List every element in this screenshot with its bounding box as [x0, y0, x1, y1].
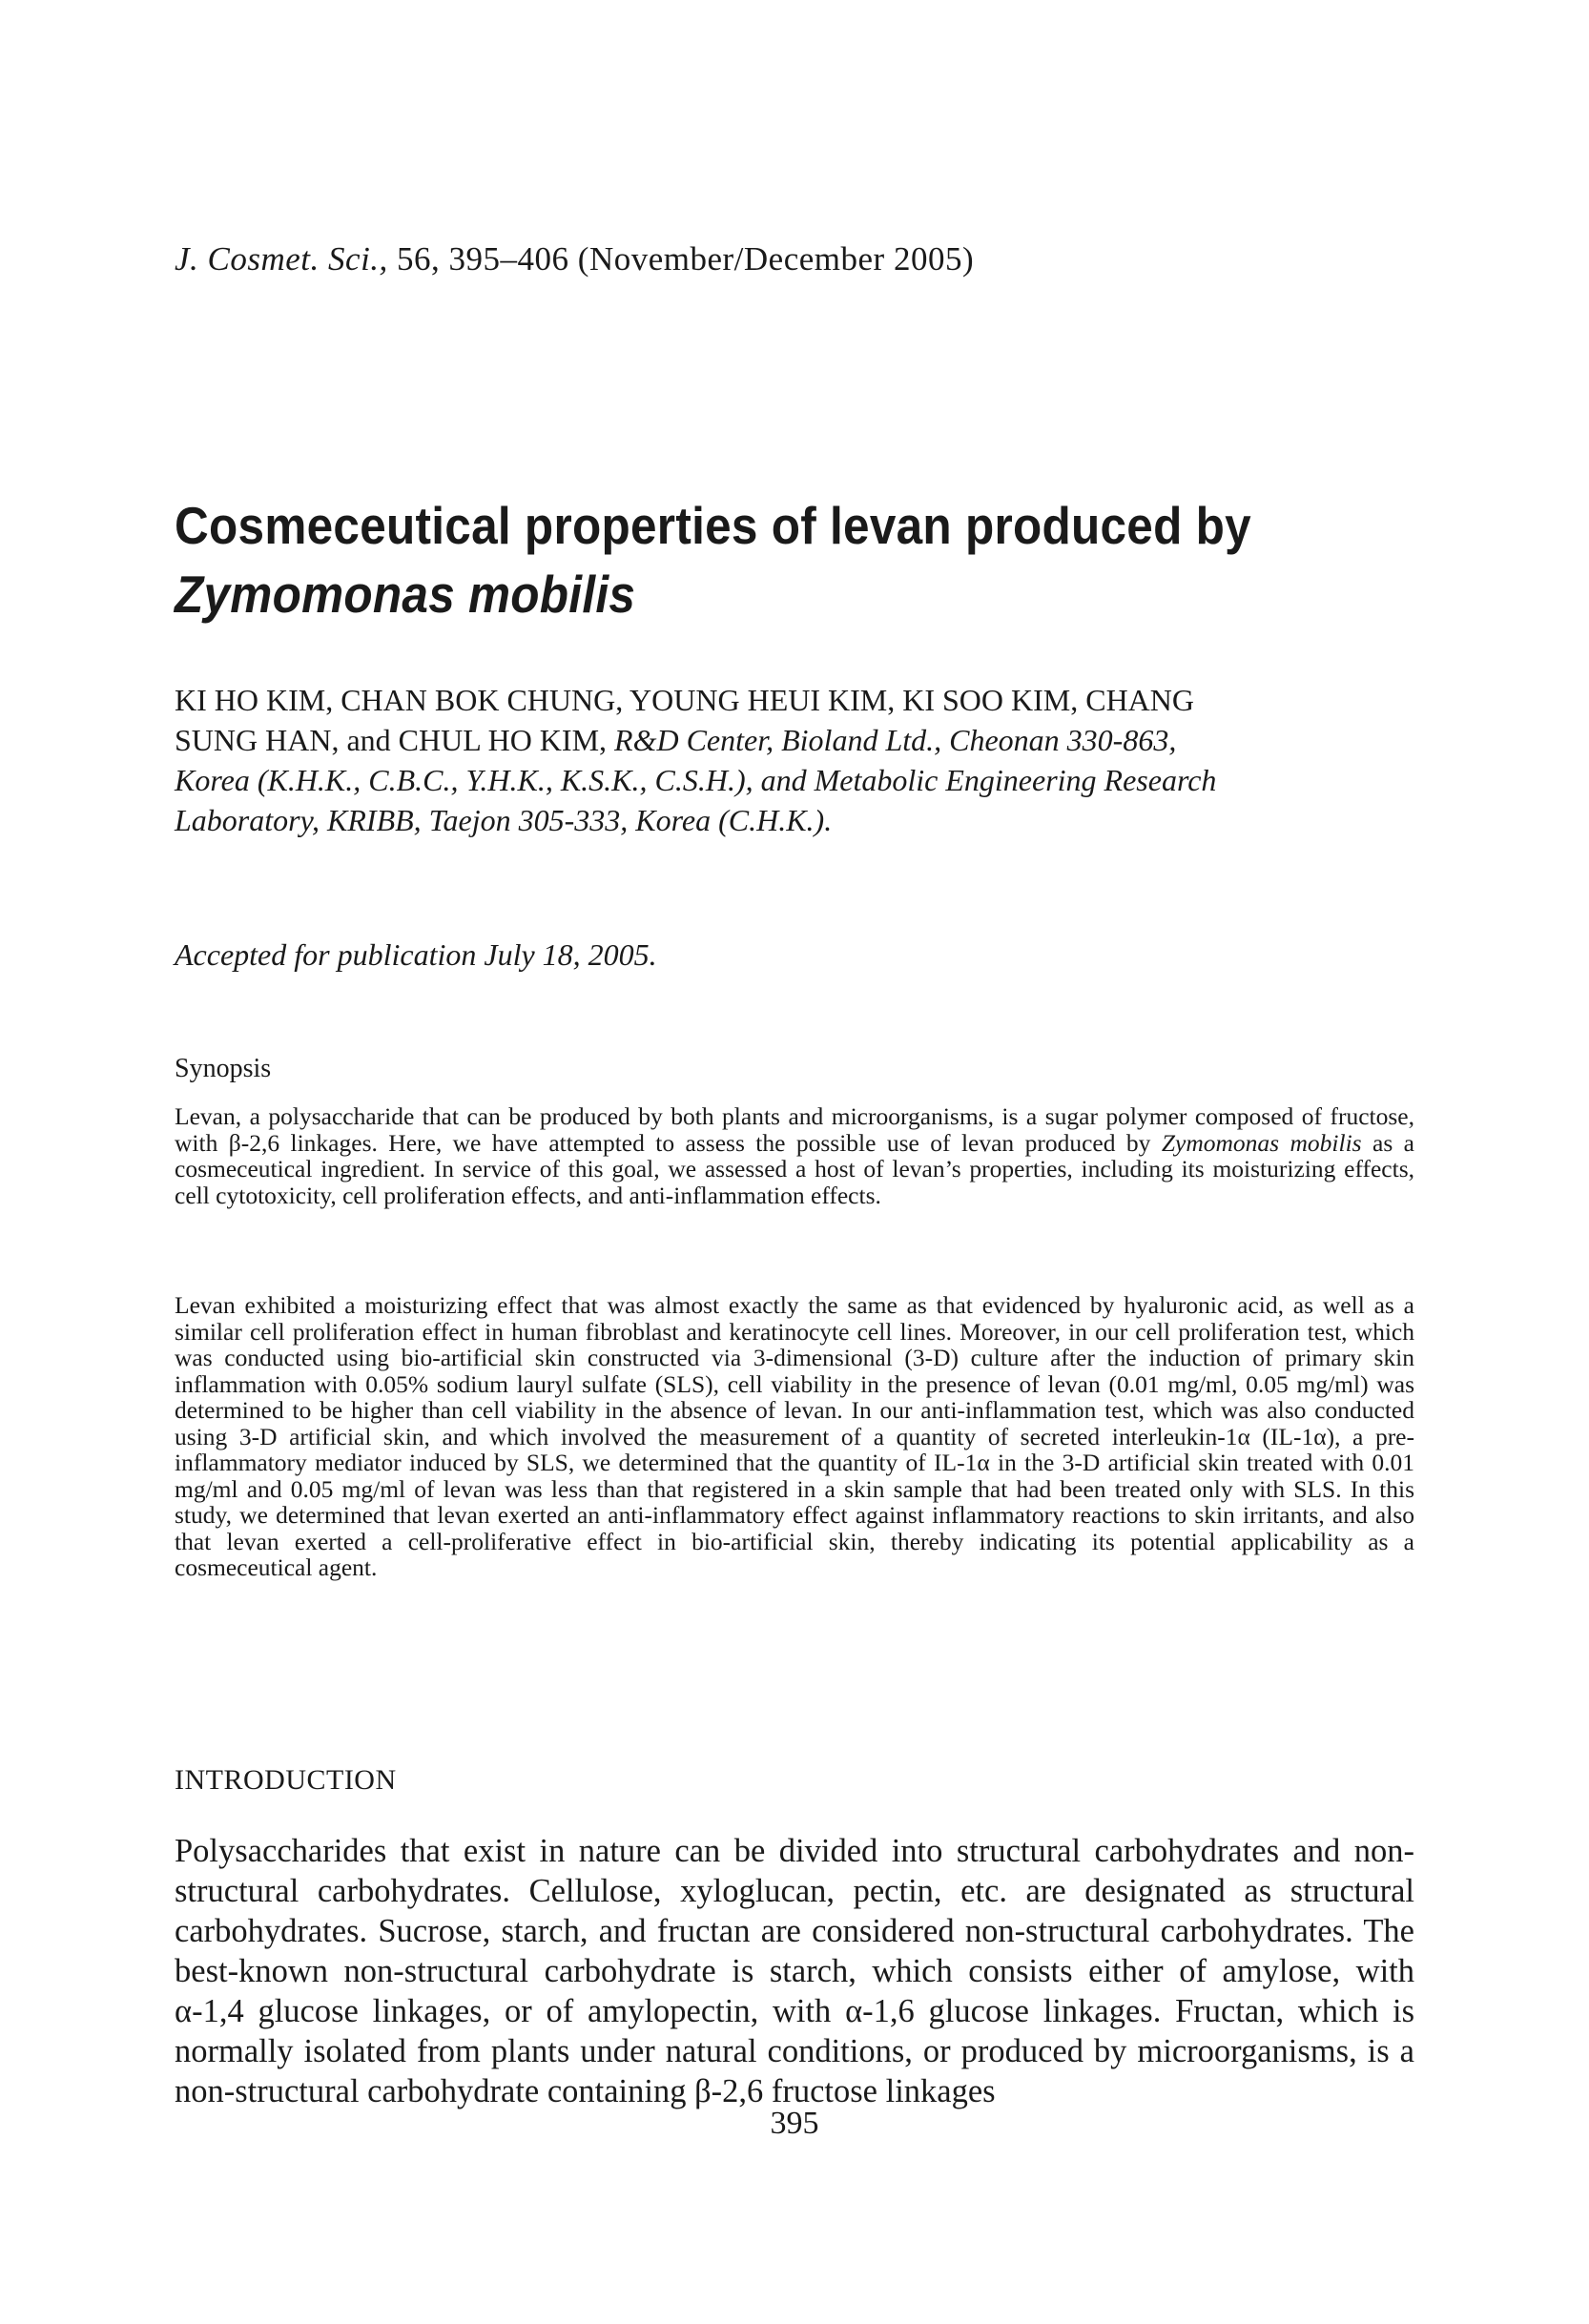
title-line-2: Zymomonas mobilis	[175, 565, 636, 624]
accepted-date: Accepted for publication July 18, 2005.	[175, 937, 657, 972]
running-head	[175, 240, 974, 278]
introduction-heading: INTRODUCTION	[175, 1764, 397, 1796]
introduction-body: Polysaccharides that exist in nature can be divided into structural carbohydrates and non-structural carbohydrates. Cellulose, xyloglucan, pectin, etc. are designated as structural carbohydrates. Sucrose, starch, and fructan are considered non-structural carbohydrates. The best-known non-structural carbohydrate is starch, which consists either of amylose, with α-1,4 glucose linkages, or of amylopectin, with α-1,6 glucose linkages. Fructan, which is normally isolated from plants under natural conditions, or produced by microorganisms, is a non-structural carbohydrate containing β-2,6 fructose linkages	[175, 1833, 1414, 2109]
title-line-1: Cosmeceutical properties of levan produced by	[175, 496, 1251, 555]
page-number: 395	[770, 2106, 819, 2141]
journal-name: J. Cosmet. Sci.,	[175, 240, 388, 278]
journal-citation: 56, 395–406 (November/December 2005)	[387, 240, 975, 278]
synopsis-paragraph-1	[175, 1103, 1414, 1208]
author-affiliation: R&D Center, Bioland Ltd., Cheonan 330-863, Korea (K.H.K., C.B.C., Y.H.K., K.S.K., C.S.H.), and Metabolic Engineering Research Laboratory, KRIBB, Taejon 305-333, Korea (C.H.K.).	[175, 723, 1217, 837]
author-block	[175, 680, 1224, 840]
article-title	[175, 491, 1290, 628]
synopsis-p1-end: as a cosmeceutical ingredient. In service of this goal, we assessed a host of levan’s properties, including its moisturizing effects, cell cytotoxicity, cell proliferation effects, and anti-inflammation effects.	[175, 1128, 1414, 1209]
synopsis-paragraph-2: Levan exhibited a moisturizing effect that was almost exactly the same as that evidenced by hyaluronic acid, as well as a similar cell proliferation effect in human fibroblast and keratinocyte cell lines. Moreover, in our cell proliferation test, which was conducted using bio-artificial skin constructed via 3-dimensional (3-D) culture after the induction of primary skin inflammation with 0.05% sodium lauryl sulfate (SLS), cell viability in the presence of levan (0.01 mg/ml, 0.05 mg/ml) was determined to be higher than cell viability in the absence of levan. In our anti-inflammation test, which was also conducted using 3-D artificial skin, and which involved the measurement of a quantity of secreted interleukin-1α (IL-1α), a pre-inflammatory mediator induced by SLS, we determined that the quantity of IL-1α in the 3-D artificial skin treated with 0.01 mg/ml and 0.05 mg/ml of levan was less than that registered in a skin sample that had been treated only with SLS. In this study, we determined that levan exerted an anti-inflammatory effect against inflammatory reactions to skin irritants, and also that levan exerted a cell-proliferative effect in bio-artificial skin, thereby indicating its potential applicability as a cosmeceutical agent.	[175, 1291, 1414, 1581]
synopsis-p1-start: Levan, a polysaccharide that can be produced by both plants and microorganisms, is a sugar polymer composed of fructose, with β-2,6 linkages. Here, we have attempted to assess the possible use of levan produced by	[175, 1102, 1414, 1157]
synopsis-p1-species: Zymomonas mobilis	[1161, 1128, 1362, 1157]
synopsis-heading: Synopsis	[175, 1054, 272, 1083]
author-names: KI HO KIM, CHAN BOK CHUNG, YOUNG HEUI KIM, KI SOO KIM, CHANG SUNG HAN, and CHUL HO KIM,	[175, 683, 1194, 757]
